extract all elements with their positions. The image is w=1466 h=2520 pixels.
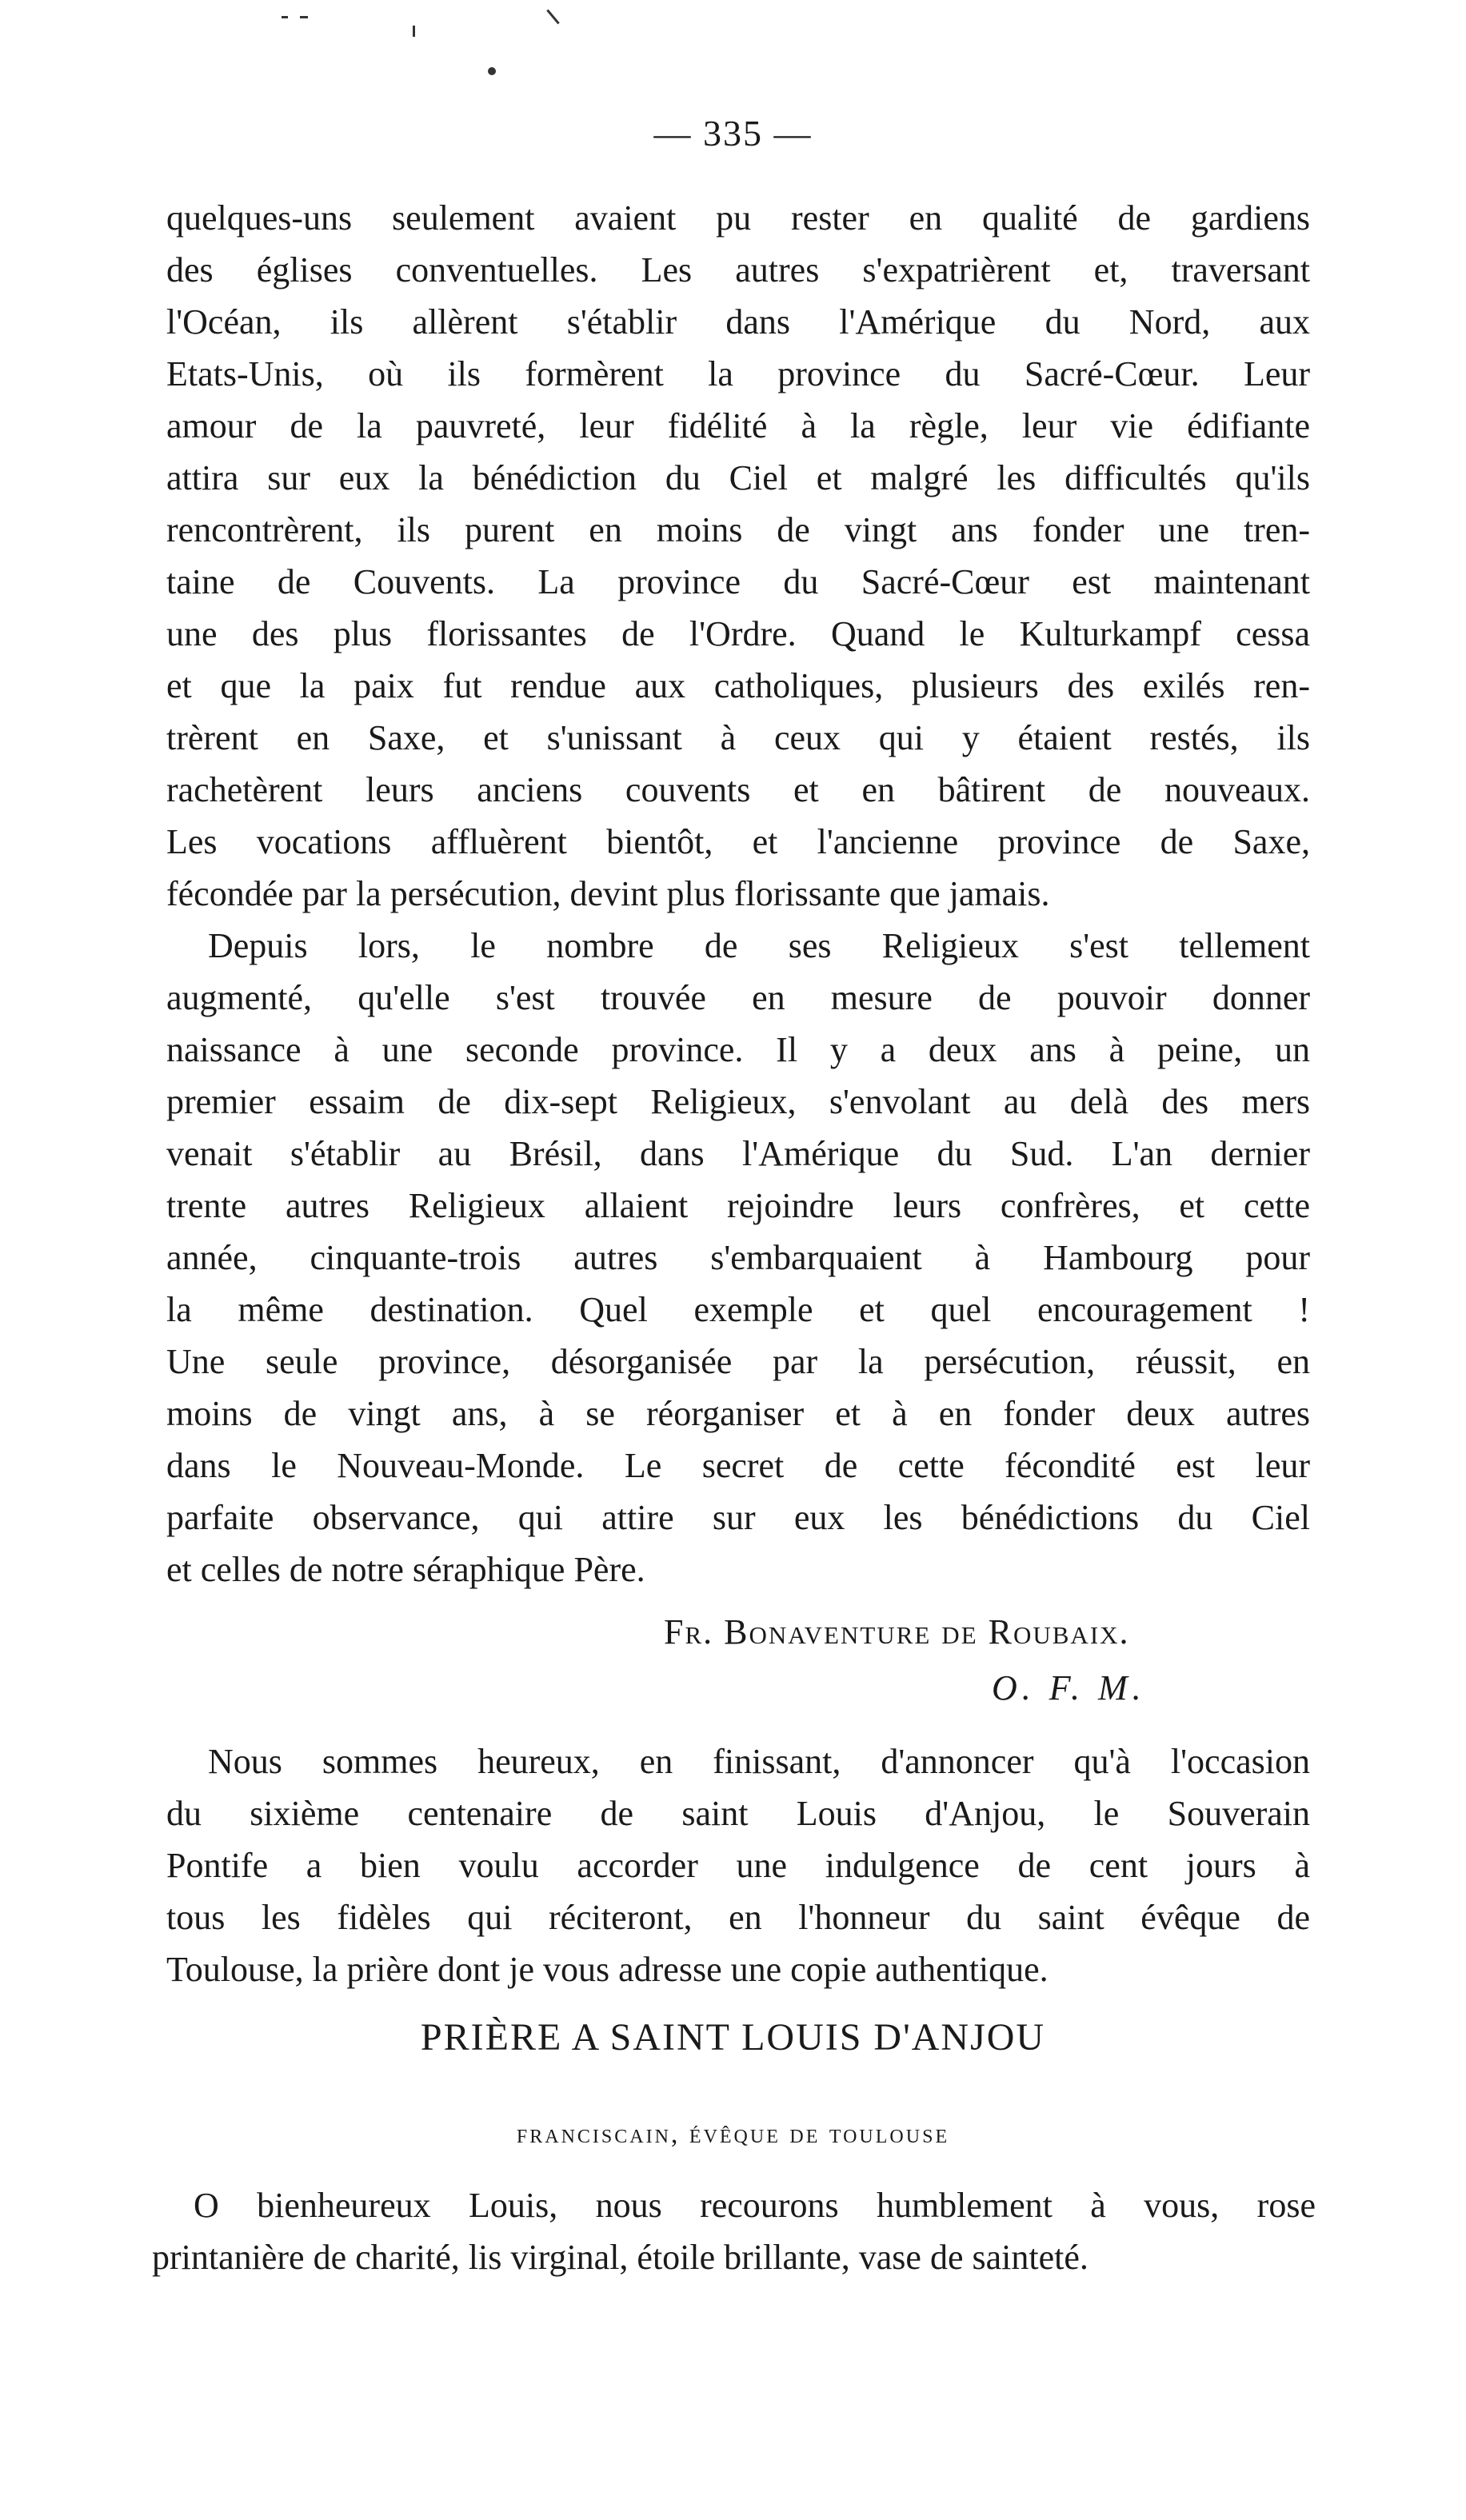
paragraph-2 <box>166 920 1310 1595</box>
text-line: O bienheureux Louis, nous recourons humblement à vous, rose <box>194 2186 1316 2225</box>
prayer-text <box>152 2179 1316 2283</box>
text-line: augmenté, qu'elle s'est trouvée en mesure de pouvoir donner <box>166 978 1310 1017</box>
text-line: la même destination. Quel exemple et quel encouragement ! <box>166 1290 1310 1329</box>
text-line: amour de la pauvreté, leur fidélité à la règle, leur vie édifiante <box>166 406 1310 445</box>
text-line: et que la paix fut rendue aux catholiques, plusieurs des exilés ren- <box>166 666 1310 705</box>
paragraph-1 <box>166 192 1310 920</box>
text-line: rencontrèrent, ils purent en moins de vingt ans fonder une tren- <box>166 510 1310 549</box>
text-line: Toulouse, la prière dont je vous adresse une copie authentique. <box>166 1950 1049 1989</box>
text-line: l'Océan, ils allèrent s'établir dans l'Amérique du Nord, aux <box>166 302 1310 341</box>
text-line: Les vocations affluèrent bientôt, et l'ancienne province de Saxe, <box>166 822 1310 861</box>
text-line: parfaite observance, qui attire sur eux les bénédictions du Ciel <box>166 1498 1310 1537</box>
text-line: attira sur eux la bénédiction du Ciel et malgré les difficultés qu'ils <box>166 458 1310 497</box>
signature-name: Fr. Bonaventure de Roubaix. <box>664 1612 1130 1651</box>
text-line: venait s'établir au Brésil, dans l'Amérique du Sud. L'an dernier <box>166 1134 1310 1173</box>
text-line: et celles de notre séraphique Père. <box>166 1550 645 1589</box>
text-line: du sixième centenaire de saint Louis d'Anjou, le Souverain <box>166 1794 1310 1833</box>
text-line: année, cinquante-trois autres s'embarquaient à Hambourg pour <box>166 1238 1310 1277</box>
text-line: printanière de charité, lis virginal, étoile brillante, vase de sainteté. <box>152 2238 1089 2277</box>
text-line: naissance à une seconde province. Il y a deux ans à peine, un <box>166 1030 1310 1069</box>
text-line: taine de Couvents. La province du Sacré-Cœur est maintenant <box>166 562 1310 601</box>
text-line: des églises conventuelles. Les autres s'expatrièrent et, traversant <box>166 250 1310 290</box>
text-line: Une seule province, désorganisée par la persécution, réussit, en <box>166 1342 1310 1381</box>
prayer-title: PRIÈRE A SAINT LOUIS D'ANJOU <box>420 2016 1046 2059</box>
text-line: rachetèrent leurs anciens couvents et en bâtirent de nouveaux. <box>166 770 1310 809</box>
text-line: quelques-uns seulement avaient pu rester en qualité de gardiens <box>166 198 1310 238</box>
text-line: tous les fidèles qui réciteront, en l'honneur du saint évêque de <box>166 1898 1310 1937</box>
text-line: Etats-Unis, où ils formèrent la province du Sacré-Cœur. Leur <box>166 354 1310 393</box>
text-line: moins de vingt ans, à se réorganiser et à en fonder deux autres <box>166 1394 1310 1433</box>
text-line: trente autres Religieux allaient rejoindre leurs confrères, et cette <box>166 1186 1310 1225</box>
prayer-subtitle: franciscain, évêque de toulouse <box>516 2119 950 2149</box>
text-line: fécondée par la persécution, devint plus florissante que jamais. <box>166 874 1050 913</box>
text-line: Pontife a bien voulu accorder une indulgence de cent jours à <box>166 1846 1310 1885</box>
text-line: premier essaim de dix-sept Religieux, s'envolant au delà des mers <box>166 1082 1310 1121</box>
text-line: Depuis lors, le nombre de ses Religieux s'est tellement <box>208 926 1310 965</box>
text-line: dans le Nouveau-Monde. Le secret de cette fécondité est leur <box>166 1446 1310 1485</box>
page-number: — 335 — <box>653 113 813 154</box>
text-line: une des plus florissantes de l'Ordre. Quand le Kulturkampf cessa <box>166 614 1310 653</box>
signature-order: O. F. M. <box>992 1668 1146 1707</box>
paragraph-3 <box>166 1735 1310 1995</box>
text-line: trèrent en Saxe, et s'unissant à ceux qui y étaient restés, ils <box>166 718 1310 757</box>
text-line: Nous sommes heureux, en finissant, d'annoncer qu'à l'occasion <box>208 1742 1310 1781</box>
